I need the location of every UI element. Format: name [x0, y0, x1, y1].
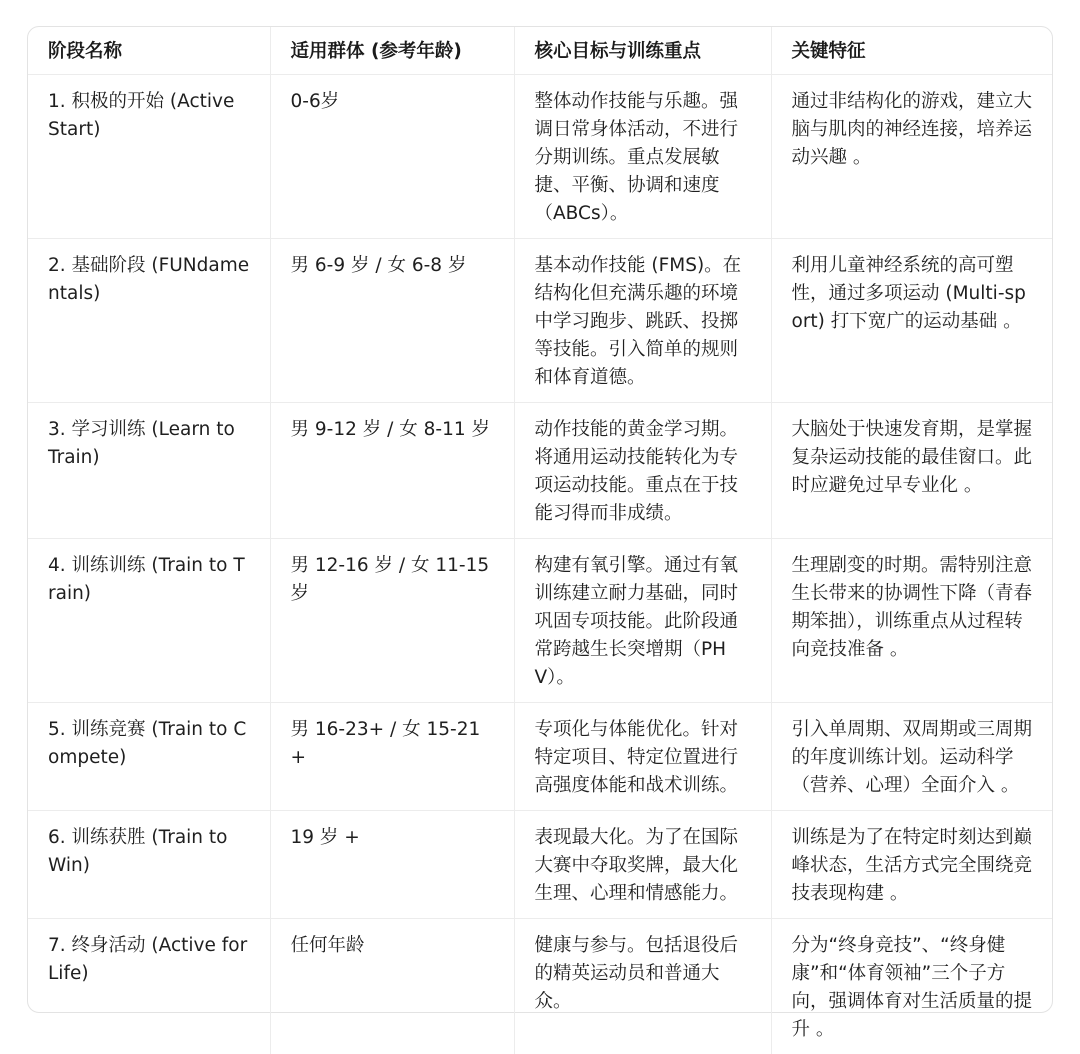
cell-key-features: 通过非结构化的游戏，建立大脑与肌肉的神经连接，培养运动兴趣 。 [771, 75, 1052, 239]
cell-key-features: 利用儿童神经系统的高可塑性，通过多项运动 (Multi-sport) 打下宽广的运动基础 。 [771, 239, 1052, 403]
table-row [28, 919, 1052, 1054]
cell-target-group: 男 9-12 岁 / 女 8-11 岁 [270, 403, 514, 539]
header-core-goal: 核心目标与训练重点 [514, 27, 771, 75]
cell-stage-name: 4. 训练训练 (Train to Train) [28, 539, 270, 703]
cell-core-goal: 构建有氧引擎。通过有氧训练建立耐力基础，同时巩固专项技能。此阶段通常跨越生长突增期（PHV）。 [514, 539, 771, 703]
cell-target-group: 男 12-16 岁 / 女 11-15 岁 [270, 539, 514, 703]
cell-target-group: 男 6-9 岁 / 女 6-8 岁 [270, 239, 514, 403]
table-row [28, 811, 1052, 919]
cell-stage-name: 2. 基础阶段 (FUNdamentals) [28, 239, 270, 403]
cell-stage-name: 6. 训练获胜 (Train to Win) [28, 811, 270, 919]
cell-stage-name: 5. 训练竞赛 (Train to Compete) [28, 703, 270, 811]
table-row [28, 403, 1052, 539]
cell-stage-name: 7. 终身活动 (Active for Life) [28, 919, 270, 1054]
cell-key-features: 引入单周期、双周期或三周期的年度训练计划。运动科学（营养、心理）全面介入 。 [771, 703, 1052, 811]
cell-stage-name: 1. 积极的开始 (Active Start) [28, 75, 270, 239]
ltad-stages-table [28, 27, 1052, 1054]
cell-stage-name: 3. 学习训练 (Learn to Train) [28, 403, 270, 539]
cell-target-group: 0-6岁 [270, 75, 514, 239]
table-row [28, 703, 1052, 811]
table-row [28, 239, 1052, 403]
cell-key-features: 分为“终身竞技”、“终身健康”和“体育领袖”三个子方向，强调体育对生活质量的提升 。 [771, 919, 1052, 1054]
table-header-row [28, 27, 1052, 75]
cell-key-features: 大脑处于快速发育期，是掌握复杂运动技能的最佳窗口。此时应避免过早专业化 。 [771, 403, 1052, 539]
cell-core-goal: 健康与参与。包括退役后的精英运动员和普通大众。 [514, 919, 771, 1054]
header-key-features: 关键特征 [771, 27, 1052, 75]
header-stage-name: 阶段名称 [28, 27, 270, 75]
cell-target-group: 19 岁 + [270, 811, 514, 919]
cell-core-goal: 整体动作技能与乐趣。强调日常身体活动，不进行分期训练。重点发展敏捷、平衡、协调和速度（ABCs）。 [514, 75, 771, 239]
cell-core-goal: 专项化与体能优化。针对特定项目、特定位置进行高强度体能和战术训练。 [514, 703, 771, 811]
cell-key-features: 训练是为了在特定时刻达到巅峰状态，生活方式完全围绕竞技表现构建 。 [771, 811, 1052, 919]
cell-core-goal: 基本动作技能 (FMS)。在结构化但充满乐趣的环境中学习跑步、跳跃、投掷等技能。引入简单的规则和体育道德。 [514, 239, 771, 403]
table-row [28, 75, 1052, 239]
table-row [28, 539, 1052, 703]
cell-key-features: 生理剧变的时期。需特别注意生长带来的协调性下降（青春期笨拙），训练重点从过程转向竞技准备 。 [771, 539, 1052, 703]
cell-target-group: 任何年龄 [270, 919, 514, 1054]
ltad-stages-table-card [27, 26, 1053, 1013]
header-target-group: 适用群体 (参考年龄) [270, 27, 514, 75]
cell-target-group: 男 16-23+ / 女 15-21+ [270, 703, 514, 811]
cell-core-goal: 动作技能的黄金学习期。将通用运动技能转化为专项运动技能。重点在于技能习得而非成绩。 [514, 403, 771, 539]
cell-core-goal: 表现最大化。为了在国际大赛中夺取奖牌，最大化生理、心理和情感能力。 [514, 811, 771, 919]
